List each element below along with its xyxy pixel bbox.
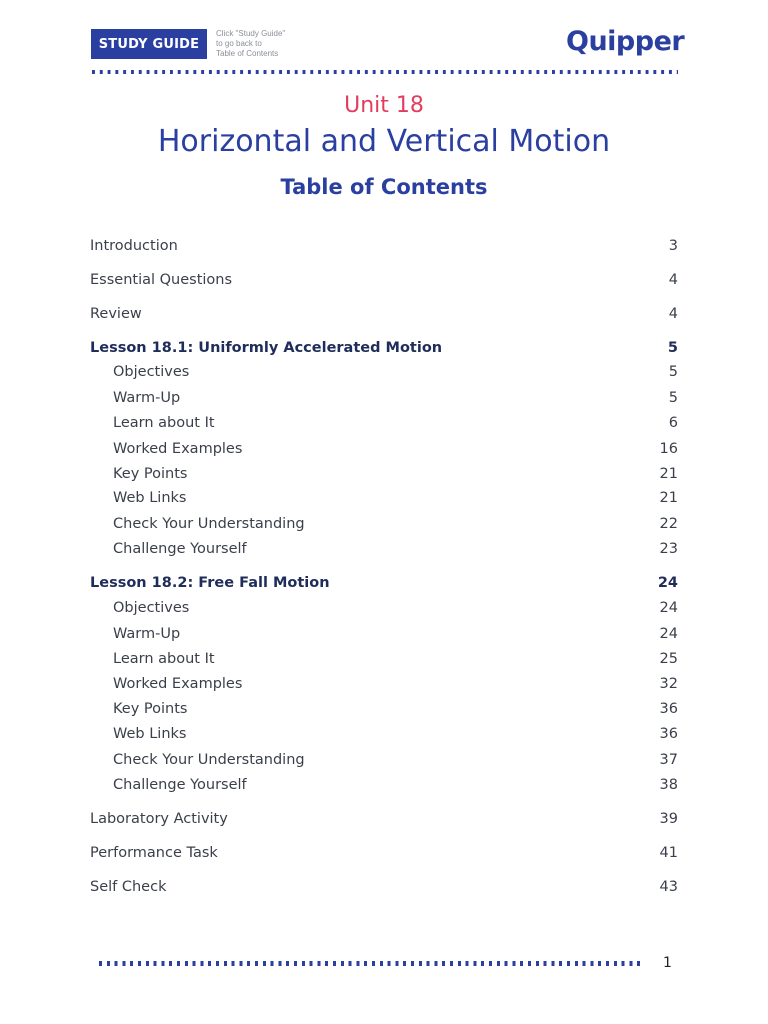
toc-entry-page: 24	[659, 626, 678, 642]
toc-entry-label: Challenge Yourself	[113, 541, 247, 557]
toc-entry-page: 21	[659, 466, 678, 482]
toc-entry-label: Lesson 18.1: Uniformly Accelerated Motion	[90, 340, 443, 356]
toc-entry-page: 5	[668, 390, 678, 406]
study-guide-hint	[216, 29, 316, 59]
toc-entry-label: Learn about It	[113, 651, 215, 667]
toc-entry-page: 36	[659, 726, 678, 742]
toc-entry[interactable]	[90, 598, 678, 618]
hint-line: Table of Contents	[216, 49, 279, 58]
toc-entry-label: Self Check	[90, 879, 167, 895]
toc-entry-label: Check Your Understanding	[113, 516, 305, 532]
toc-entry[interactable]	[90, 362, 678, 382]
toc-entry-page: 39	[659, 811, 678, 827]
toc-entry[interactable]	[90, 877, 678, 897]
toc-entry-label: Key Points	[113, 466, 188, 482]
toc-entry-label: Web Links	[113, 726, 187, 742]
toc-entry[interactable]	[90, 439, 678, 459]
toc-entry[interactable]	[90, 388, 678, 408]
toc-entry-page: 4	[668, 306, 678, 322]
toc-entry-label: Key Points	[113, 701, 188, 717]
toc-entry-page: 21	[659, 490, 678, 506]
toc-entry[interactable]	[90, 304, 678, 324]
dotted-divider	[99, 961, 641, 966]
toc-entry-label: Essential Questions	[90, 272, 233, 288]
toc-entry[interactable]	[90, 236, 678, 256]
toc-entry-page: 24	[657, 575, 678, 591]
toc-entry[interactable]	[90, 413, 678, 433]
hint-line: Click "Study Guide"	[216, 29, 286, 38]
dotted-divider	[92, 70, 678, 74]
toc-heading: Table of Contents	[280, 175, 488, 199]
toc-entry-label: Warm-Up	[113, 626, 181, 642]
toc-entry[interactable]	[90, 488, 678, 508]
toc-entry-page: 41	[659, 845, 678, 861]
toc-entry-page: 36	[659, 701, 678, 717]
toc-entry[interactable]	[90, 843, 678, 863]
toc-entry-label: Objectives	[113, 364, 190, 380]
toc-entry[interactable]	[90, 750, 678, 770]
toc-entry-page: 23	[659, 541, 678, 557]
toc-entry-label: Introduction	[90, 238, 178, 254]
unit-label: Unit 18	[344, 93, 424, 118]
toc-entry[interactable]	[90, 514, 678, 534]
toc-entry[interactable]	[90, 775, 678, 795]
toc-entry-page: 43	[659, 879, 678, 895]
toc-entry-page: 38	[659, 777, 678, 793]
toc-lesson-entry[interactable]	[90, 573, 678, 593]
toc-entry-page: 5	[668, 364, 678, 380]
quipper-logo: Quipper	[566, 26, 685, 57]
toc-entry-page: 25	[659, 651, 678, 667]
toc-entry-page: 32	[659, 676, 678, 692]
toc-entry-label: Objectives	[113, 600, 190, 616]
page-header	[0, 0, 768, 80]
toc-entry-label: Lesson 18.2: Free Fall Motion	[90, 575, 330, 591]
toc-entry-page: 37	[659, 752, 678, 768]
toc-entry-page: 22	[659, 516, 678, 532]
page-title: Horizontal and Vertical Motion	[157, 124, 611, 159]
hint-line: to go back to	[216, 39, 262, 48]
toc-entry-page: 16	[659, 441, 678, 457]
toc-entry[interactable]	[90, 624, 678, 644]
page-number: 1	[663, 955, 672, 971]
toc-entry[interactable]	[90, 699, 678, 719]
toc-entry-label: Warm-Up	[113, 390, 181, 406]
toc-entry[interactable]	[90, 539, 678, 559]
toc-entry-label: Learn about It	[113, 415, 215, 431]
toc-lesson-entry[interactable]	[90, 338, 678, 358]
toc-entry[interactable]	[90, 464, 678, 484]
toc-entry-label: Worked Examples	[113, 441, 243, 457]
toc-entry[interactable]	[90, 724, 678, 744]
toc-entry-page: 5	[667, 340, 678, 356]
toc-entry-label: Check Your Understanding	[113, 752, 305, 768]
toc-entry[interactable]	[90, 649, 678, 669]
toc-entry-page: 6	[668, 415, 678, 431]
toc-entry-label: Review	[90, 306, 142, 322]
toc-entry-page: 3	[668, 238, 678, 254]
toc-entry-label: Web Links	[113, 490, 187, 506]
toc-entry-label: Laboratory Activity	[90, 811, 228, 827]
toc-entry-label: Performance Task	[90, 845, 218, 861]
toc-entry-label: Worked Examples	[113, 676, 243, 692]
toc-entry[interactable]	[90, 270, 678, 290]
toc-entry[interactable]	[90, 674, 678, 694]
study-guide-button[interactable]: STUDY GUIDE	[91, 29, 207, 59]
toc-entry-page: 24	[659, 600, 678, 616]
toc-entry[interactable]	[90, 809, 678, 829]
toc-entry-label: Challenge Yourself	[113, 777, 247, 793]
toc-entry-page: 4	[668, 272, 678, 288]
